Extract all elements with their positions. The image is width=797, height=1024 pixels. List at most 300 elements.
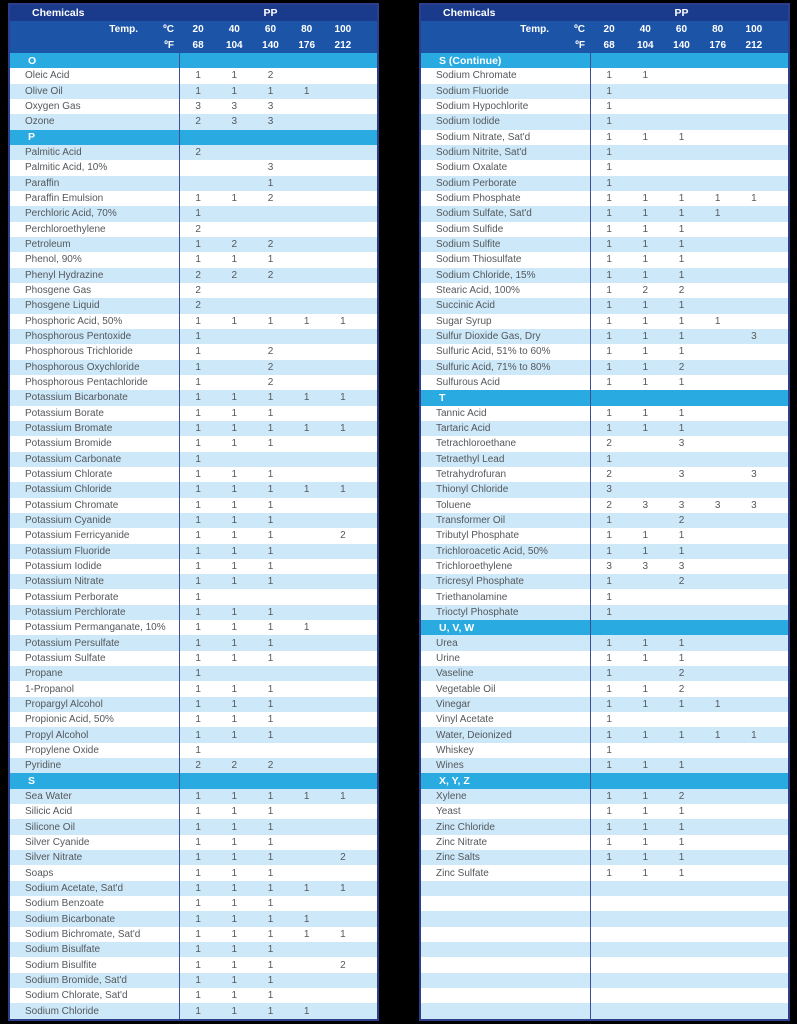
chemical-name: Propionic Acid, 50%	[10, 712, 180, 727]
rating-value: 1	[642, 867, 649, 879]
chemical-name: Sodium Hypochlorite	[421, 99, 591, 114]
rating-value: 1	[195, 346, 201, 358]
rating-value: 1	[606, 668, 612, 680]
rating-value: 1	[267, 698, 274, 710]
rating-value: 1	[231, 484, 238, 496]
rating-value: 2	[195, 285, 201, 297]
rating-value: 1	[678, 637, 685, 649]
rating-value: 1	[267, 560, 274, 572]
chemical-name: Trichloroethylene	[421, 559, 591, 574]
table-row	[10, 544, 377, 559]
rating-value: 1	[678, 193, 685, 205]
rating-value: 1	[642, 315, 649, 327]
rating-value: 1	[195, 239, 201, 251]
rating-value: 2	[340, 530, 346, 542]
rating-value: 1	[231, 560, 238, 572]
rating-value: 1	[195, 545, 201, 557]
chemical-name: Potassium Ferricyanide	[10, 528, 180, 543]
rating-value: 1	[267, 836, 274, 848]
fahrenheit-value: 212	[745, 39, 763, 51]
chemical-name: Potassium Perborate	[10, 589, 180, 604]
rating-value: 1	[195, 836, 201, 848]
rating-value: 1	[267, 714, 274, 726]
rating-value: 1	[195, 652, 201, 664]
rating-value: 1	[231, 898, 238, 910]
rating-value: 1	[195, 867, 201, 879]
table-row	[10, 789, 377, 804]
chemical-name: Trichloroacetic Acid, 50%	[421, 544, 591, 559]
rating-value: 1	[195, 1005, 201, 1017]
table-row	[421, 191, 788, 206]
temp-label: Temp.	[109, 23, 138, 35]
table-body-right	[421, 53, 788, 1019]
chemical-name: Water, Deionized	[421, 727, 591, 742]
rating-value: 3	[267, 116, 274, 128]
table-row	[421, 819, 788, 834]
rating-value: 1	[303, 928, 310, 940]
chemical-name: Zinc Chloride	[421, 819, 591, 834]
table-row	[10, 1003, 377, 1018]
rating-value: 1	[678, 836, 685, 848]
table-row	[421, 712, 788, 727]
chemical-name: Zinc Salts	[421, 850, 591, 865]
table-row	[10, 942, 377, 957]
table-row	[10, 68, 377, 83]
rating-value: 1	[195, 744, 201, 756]
rating-value: 1	[642, 208, 649, 220]
rating-value: 1	[195, 438, 201, 450]
rating-value: 1	[606, 637, 612, 649]
rating-value: 1	[231, 882, 238, 894]
chemical-name: Olive Oil	[10, 84, 180, 99]
celsius-value: 80	[712, 23, 724, 35]
rating-value: 2	[678, 361, 685, 373]
chemical-name: Ozone	[10, 114, 180, 129]
rating-value: 1	[606, 300, 612, 312]
chemical-name: Perchloric Acid, 70%	[10, 206, 180, 221]
chemical-name: Potassium Permanganate, 10%	[10, 620, 180, 635]
table-row	[421, 1003, 788, 1018]
rating-value: 1	[231, 836, 238, 848]
rating-value: 1	[195, 683, 201, 695]
table-row	[421, 314, 788, 329]
rating-value: 1	[606, 177, 612, 189]
rating-value: 1	[606, 821, 612, 833]
rating-value: 1	[606, 147, 612, 159]
chemical-name: Tricresyl Phosphate	[421, 574, 591, 589]
rating-value: 1	[267, 530, 274, 542]
chemical-name: Potassium Fluoride	[10, 544, 180, 559]
rating-value: 1	[303, 790, 310, 802]
rating-value: 2	[340, 852, 346, 864]
chemical-name: Petroleum	[10, 237, 180, 252]
rating-value: 1	[678, 346, 685, 358]
rating-value: 2	[195, 223, 201, 235]
chemical-name: Potassium Cyanide	[10, 513, 180, 528]
chemical-name: Paraffin	[10, 176, 180, 191]
rating-value: 1	[642, 300, 649, 312]
table-row	[10, 635, 377, 650]
table-header-row	[10, 5, 377, 21]
rating-value: 1	[303, 315, 310, 327]
chemical-name: Sodium Fluoride	[421, 84, 591, 99]
rating-value: 1	[267, 484, 274, 496]
table-row	[421, 743, 788, 758]
chemical-name: Potassium Chromate	[10, 498, 180, 513]
chemical-name	[421, 942, 591, 957]
rating-value: 1	[606, 407, 612, 419]
table-row	[10, 283, 377, 298]
rating-value: 2	[606, 469, 612, 481]
table-row	[10, 651, 377, 666]
celsius-value: 100	[745, 23, 763, 35]
table-row	[10, 452, 377, 467]
rating-value: 3	[231, 116, 238, 128]
rating-value: 1	[678, 254, 685, 266]
rating-value: 1	[267, 898, 274, 910]
chemical-name: Silver Nitrate	[10, 850, 180, 865]
rating-value: 1	[678, 867, 685, 879]
chemical-name: Phosphorous Oxychloride	[10, 360, 180, 375]
rating-value: 2	[678, 790, 685, 802]
chemical-name: Phenyl Hydrazine	[10, 268, 180, 283]
chemical-name: Phosgene Liquid	[10, 298, 180, 313]
material-column-header: PP	[674, 7, 689, 19]
chemical-name: Transformer Oil	[421, 513, 591, 528]
rating-value: 3	[714, 499, 721, 511]
rating-value: 1	[267, 499, 274, 511]
rating-value: 2	[195, 300, 201, 312]
rating-value: 2	[231, 760, 238, 772]
rating-value: 1	[195, 499, 201, 511]
rating-value: 1	[606, 836, 612, 848]
chemical-name: Vaseline	[421, 666, 591, 681]
rating-value: 1	[231, 683, 238, 695]
rating-value: 1	[642, 836, 649, 848]
rating-value: 1	[231, 469, 238, 481]
rating-value: 1	[606, 714, 612, 726]
table-row	[421, 99, 788, 114]
rating-value: 1	[606, 315, 612, 327]
table-row	[10, 482, 377, 497]
section-label: X, Y, Z	[421, 773, 591, 788]
fahrenheit-value: 176	[709, 39, 727, 51]
chemical-name: Phenol, 90%	[10, 252, 180, 267]
section-header-row	[10, 773, 377, 788]
table-row	[421, 881, 788, 896]
chemical-name: Palmitic Acid, 10%	[10, 160, 180, 175]
fahrenheit-symbol: ºF	[575, 39, 585, 51]
table-row	[10, 850, 377, 865]
temp-celsius-header-row	[421, 21, 788, 37]
rating-value: 1	[642, 239, 649, 251]
table-row	[10, 589, 377, 604]
rating-value: 1	[606, 683, 612, 695]
rating-value: 2	[195, 147, 201, 159]
rating-value: 3	[606, 560, 612, 572]
rating-value: 1	[195, 637, 201, 649]
rating-value: 1	[195, 990, 201, 1002]
rating-value: 2	[231, 269, 238, 281]
rating-value: 1	[751, 193, 757, 205]
table-row	[10, 375, 377, 390]
rating-value: 1	[642, 652, 649, 664]
rating-value: 1	[606, 193, 612, 205]
rating-value: 2	[606, 438, 612, 450]
chemical-name: Sodium Acetate, Sat'd	[10, 881, 180, 896]
rating-value: 1	[606, 790, 612, 802]
rating-value: 1	[642, 407, 649, 419]
table-row	[421, 498, 788, 513]
celsius-symbol: ºC	[574, 23, 585, 35]
chemical-name: Sugar Syrup	[421, 314, 591, 329]
chemical-name: Sodium Chloride	[10, 1003, 180, 1018]
rating-value: 1	[231, 254, 238, 266]
table-row	[421, 697, 788, 712]
rating-value: 1	[267, 821, 274, 833]
table-row	[10, 206, 377, 221]
rating-value: 1	[714, 193, 721, 205]
rating-value: 1	[195, 469, 201, 481]
table-row	[421, 68, 788, 83]
rating-value: 1	[303, 484, 310, 496]
table-row	[421, 344, 788, 359]
table-row	[421, 973, 788, 988]
chemical-name	[421, 1003, 591, 1018]
rating-value: 1	[267, 790, 274, 802]
fahrenheit-value: 140	[673, 39, 690, 51]
rating-value: 1	[606, 331, 612, 343]
rating-value: 1	[606, 208, 612, 220]
rating-value: 1	[195, 515, 201, 526]
table-row	[421, 421, 788, 436]
rating-value: 1	[678, 315, 685, 327]
rating-value: 1	[642, 852, 649, 864]
rating-value: 1	[195, 361, 201, 373]
rating-value: 1	[267, 469, 274, 481]
rating-value: 1	[714, 729, 721, 741]
section-header-row	[421, 53, 788, 68]
rating-value: 1	[642, 790, 649, 802]
fahrenheit-symbol: ºF	[164, 39, 174, 51]
table-row	[10, 329, 377, 344]
chemical-name: Oleic Acid	[10, 68, 180, 83]
chemical-name: Tartaric Acid	[421, 421, 591, 436]
chemical-name: Urine	[421, 651, 591, 666]
rating-value: 1	[606, 70, 612, 82]
chemical-name: Sulfuric Acid, 71% to 80%	[421, 360, 591, 375]
table-row	[10, 697, 377, 712]
chemical-name: Sodium Sulfate, Sat'd	[421, 206, 591, 221]
rating-value: 1	[231, 867, 238, 879]
rating-value: 1	[267, 407, 274, 419]
rating-value: 1	[231, 606, 238, 618]
fahrenheit-value: 176	[298, 39, 316, 51]
table-row	[10, 390, 377, 405]
rating-value: 1	[195, 913, 201, 925]
chemical-name: Potassium Borate	[10, 406, 180, 421]
rating-value: 1	[231, 499, 238, 511]
rating-value: 1	[267, 637, 274, 649]
chemical-name: Phosgene Gas	[10, 283, 180, 298]
table-row	[421, 804, 788, 819]
table-row	[10, 145, 377, 160]
table-row	[421, 544, 788, 559]
chemical-name: Sodium Oxalate	[421, 160, 591, 175]
rating-value: 3	[267, 101, 274, 113]
rating-value: 1	[195, 898, 201, 910]
table-row	[10, 360, 377, 375]
rating-value: 1	[267, 928, 274, 940]
rating-value: 1	[231, 790, 238, 802]
rating-value: 1	[195, 821, 201, 833]
table-row	[421, 176, 788, 191]
fahrenheit-value: 68	[603, 39, 615, 51]
rating-value: 1	[303, 423, 310, 435]
table-row	[421, 605, 788, 620]
rating-value: 1	[606, 606, 612, 618]
rating-value: 1	[231, 852, 238, 864]
rating-value: 1	[642, 361, 649, 373]
table-row	[421, 222, 788, 237]
rating-value: 1	[195, 530, 201, 542]
rating-value: 3	[678, 560, 685, 572]
table-row	[10, 191, 377, 206]
table-row	[421, 206, 788, 221]
rating-value: 1	[267, 683, 274, 695]
rating-value: 1	[340, 315, 346, 327]
table-row	[421, 559, 788, 574]
rating-value: 1	[678, 269, 685, 281]
rating-value: 1	[231, 806, 238, 818]
chemical-name: Sodium Iodide	[421, 114, 591, 129]
rating-value: 1	[606, 131, 612, 143]
fahrenheit-value: 140	[262, 39, 279, 51]
chemical-name: Potassium Bicarbonate	[10, 390, 180, 405]
rating-value: 1	[231, 974, 238, 986]
rating-value: 1	[195, 591, 201, 603]
rating-value: 1	[231, 545, 238, 557]
material-column-header: PP	[263, 7, 278, 19]
rating-value: 1	[267, 944, 274, 956]
rating-value: 2	[267, 377, 274, 389]
table-row	[10, 314, 377, 329]
rating-value: 1	[267, 315, 274, 327]
rating-value: 1	[195, 484, 201, 496]
rating-value: 1	[606, 591, 612, 603]
chemical-name: Sulfurous Acid	[421, 375, 591, 390]
rating-value: 1	[606, 269, 612, 281]
rating-value: 1	[714, 315, 721, 327]
section-label: O	[10, 53, 180, 68]
rating-value: 1	[195, 423, 201, 435]
rating-value: 1	[303, 392, 310, 404]
table-row	[10, 574, 377, 589]
rating-value: 1	[606, 698, 612, 710]
pp-compatibility-table-left	[8, 3, 379, 1021]
table-row	[10, 421, 377, 436]
celsius-value: 20	[192, 23, 204, 35]
table-row	[421, 681, 788, 696]
rating-value: 1	[678, 545, 685, 557]
chemical-name: Pyridine	[10, 758, 180, 773]
table-row	[10, 988, 377, 1003]
table-row	[421, 758, 788, 773]
rating-value: 1	[642, 223, 649, 235]
rating-value: 1	[267, 867, 274, 879]
rating-value: 1	[642, 729, 649, 741]
rating-value: 1	[678, 423, 685, 435]
rating-value: 1	[642, 683, 649, 695]
rating-value: 1	[678, 331, 685, 343]
table-row	[421, 988, 788, 1003]
chemical-name: Zinc Nitrate	[421, 835, 591, 850]
chemical-name: Sea Water	[10, 789, 180, 804]
celsius-value: 80	[301, 23, 313, 35]
table-row	[421, 727, 788, 742]
rating-value: 1	[642, 346, 649, 358]
rating-value: 1	[195, 698, 201, 710]
celsius-value: 20	[603, 23, 615, 35]
chemical-name: Stearic Acid, 100%	[421, 283, 591, 298]
rating-value: 1	[606, 101, 612, 113]
table-row	[10, 666, 377, 681]
rating-value: 1	[606, 239, 612, 251]
rating-value: 1	[195, 806, 201, 818]
rating-value: 1	[606, 744, 612, 756]
rating-value: 1	[678, 208, 685, 220]
rating-value: 1	[642, 637, 649, 649]
rating-value: 1	[195, 714, 201, 726]
rating-value: 2	[678, 285, 685, 297]
chemical-name: Yeast	[421, 804, 591, 819]
table-row	[10, 252, 377, 267]
rating-value: 1	[606, 162, 612, 174]
table-row	[10, 743, 377, 758]
chemicals-column-header: Chemicals	[443, 7, 496, 19]
fahrenheit-value: 104	[636, 39, 654, 51]
chemical-name: Trioctyl Phosphate	[421, 605, 591, 620]
rating-value: 1	[606, 867, 612, 879]
rating-value: 1	[678, 821, 685, 833]
celsius-value: 40	[228, 23, 240, 35]
chemical-name: Sodium Chlorate, Sat'd	[10, 988, 180, 1003]
chemical-name: Potassium Iodide	[10, 559, 180, 574]
fahrenheit-value: 212	[334, 39, 352, 51]
chemical-name: Perchloroethylene	[10, 222, 180, 237]
rating-value: 1	[340, 423, 346, 435]
rating-value: 2	[340, 959, 346, 971]
table-row	[10, 712, 377, 727]
chemical-name: Sulfuric Acid, 51% to 60%	[421, 344, 591, 359]
rating-value: 1	[642, 545, 649, 557]
chemical-name: Potassium Carbonate	[10, 452, 180, 467]
table-row	[10, 727, 377, 742]
rating-value: 1	[195, 622, 201, 634]
chemical-name: Silver Cyanide	[10, 835, 180, 850]
section-label: U, V, W	[421, 620, 591, 635]
table-row	[10, 344, 377, 359]
rating-value: 1	[303, 882, 310, 894]
rating-value: 3	[231, 101, 238, 113]
chemical-name	[421, 973, 591, 988]
pp-compatibility-table-right	[419, 3, 790, 1021]
rating-value: 1	[195, 315, 201, 327]
table-row	[421, 406, 788, 421]
chemical-name: Urea	[421, 635, 591, 650]
celsius-value: 40	[639, 23, 651, 35]
table-row	[10, 298, 377, 313]
